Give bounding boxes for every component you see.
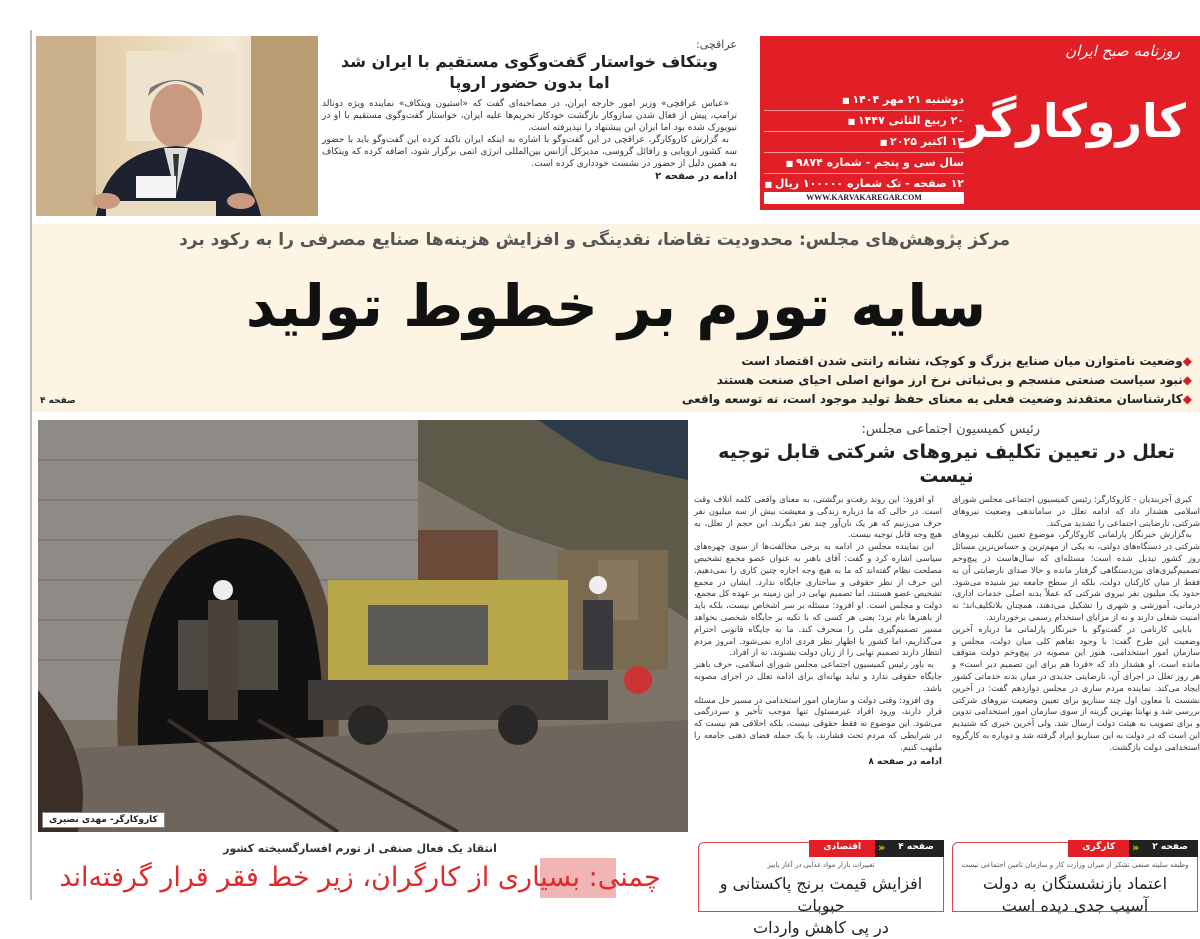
card-title: اعتماد بازنشستگان به دولت آسیب جدی دیده است	[982, 874, 1168, 915]
top-article-title-line2[interactable]: اما بدون حضور اروپا	[449, 73, 610, 92]
card-kicker: تغییرات بازار مواد غذایی در آغاز پاییز	[767, 861, 875, 869]
chevron-icon: «	[875, 840, 888, 857]
issue-info	[764, 90, 964, 195]
main-photo-mine-tunnel	[38, 420, 688, 832]
issue-date-gregorian: ۱۳ اکتبر ۲۰۲۵ ■	[764, 132, 964, 153]
article-column-1: کبری آجربندیان - کاروکارگر: رئیس کمیسیون اجتماعی مجلس شورای اسلامی هشدار داد که ادامه تعلل در ساماندهی وضعیت نیروهای شرکتی، نارضایتی اجتماعی را تشدید می‌کند. به‌گزارش خبرنگار پارلمانی کاروکارگر، موضوع تعیین تکلیف نیروهای شرکتی در دستگاه‌های دولتی، به یکی از مهم‌ترین و حساس‌ترین مسائل روز کشور تبدیل شده است؛ مسئله‌ای که سال‌هاست در پیچ‌وخم تصمیم‌گیری‌های بین‌دستگاهی گرفتار مانده و حالا صدای نارضایتی آن نه فقط از میان کارکنان دولت، بلکه از سطح جامعه نیز شنیده می‌شود. حدود یک میلیون نفر نیروی شرکتی که عملاً بدنه اصلی خدمات اداری، درمانی، آموزشی و شهری را تشکیل می‌دهند، همچنان بلاتکلیف‌اند؛ نه امنیت شغلی دارند و نه از مزایای استخدام رسمی برخوردارند. بابایی کارنامی در گفت‌وگو با خبرنگار پارلمانی ما درباره آخرین وضعیت این طرح گفت: با وجود تفاهم کلی میان دولت، مجلس و سازمان امور استخدامی، هنوز این مصوبه در پیچ‌وخم دولت متوقف مانده است. او هشدار داد که «فردا هم برای این تصمیم دیر است» و هر روز تعلل در اجرای آن، نارضایتی جدیدی در میان بدنه خدماتی کشور ایجاد می‌کند. نماینده مردم ساری در مجلس دوازدهم گفت: در آخرین نشست با معاون اول چند سناریو برای تعیین وضعیت نیروهای شرکتی بررسی شد و نهایتا بهترین گزینه از سوی سازمان امور استخدامی تدوین و برای تصویب به هیئت دولت ارسال شد. ولی آخرین خبری که شنیدیم این است که در دولت به این سناریو ایراد گرفته شد و دوباره به کارگروه استخدامی دولت بازگشت.	[952, 494, 1200, 752]
teaser-card-economy[interactable]	[698, 841, 944, 937]
diamond-bullet-icon: ◆	[1182, 354, 1192, 368]
section-label: اقتصادی	[809, 840, 875, 857]
top-article-kicker: عراقچی:	[696, 38, 737, 51]
article-column-2: او افزود: این روند رفت‌و برگشتی، به معنای واقعی کلمه اتلاف وقت است. در حالی که ما درباره زندگی و معیشت بیش از سه میلیون نفر حرف می‌زنیم که هر یک نان‌آور چند نفر دیگرند. این حجم از تعلل، به هیچ وجه قابل توجیه نیست. این نماینده مجلس در ادامه به برخی مخالفت‌ها از سوی چهره‌های سیاسی اشاره کرد و گفت: آقای باهنر به عنوان عضو مجمع تشخیص مصلحت نظام گفته‌اند که ما به هیچ وجه اجازه چنین کاری را نمی‌دهیم. این حرف از نظر حقوقی و ساختاری جایگاه ندارد. ایشان در مجمع تشخیص عضو هستند، اما تصمیم نهایی در این زمینه بر عهده کل مجمع، دولت و مجلس است. او افزود: مسئله بر سر اشخاص نیست، بلکه باید از باهنرها نام برد؛ یعنی هر کسی که با تکیه بر جایگاه شخصی بخواهد مسیر تصمیم‌گیری ملی را منحرف کند. ما به جایگاه قانونی احترام می‌گذاریم، اما کشور با اظهار نظر فردی اداره نمی‌شود. امروز مردم انتظار دارند تصمیم نهایی را از زبان دولت بشنوند، نه از افراد. به باور رئیس کمیسیون اجتماعی مجلس شورای اسلامی، حرف باهنر جایگاه حقوقی ندارد و نباید بهانه‌ای برای ادامه تعلل در اجرای مصوبه باشد. وی افزود: وقتی دولت و سازمان امور استخدامی در مسیر حل مسئله قرار دارند، ورود افراد غیرمسئول تنها موجب تأخیر و سردرگمی می‌شود. این موضوع نه فقط حقوقی نیست، بلکه اخلاقی هم نیست که در شرایطی که مردم تحت فشارند، با یک جمله فضای ذهنی جامعه را ملتهب کنیم. ادامه در صفحه ۸	[694, 494, 942, 767]
photo-caption: کاروکارگر- مهدی نصیری	[42, 812, 165, 828]
right-article-kicker: رئیس کمیسیون اجتماعی مجلس:	[861, 422, 1040, 437]
bullet-item: ◆کارشناسان معتقدند وضعیت فعلی به معنای حفظ تولید موجود است، نه توسعه واقعی	[681, 392, 1192, 406]
top-article-para2: به گزارش کاروکارگر، عراقچی در این گفت‌وگو با اشاره به اینکه ایران تاکید کرده این گفت‌وگو باید با حضور سه کشور اروپایی و رافائل گروسی، مدیرکل آژانس بین‌المللی انرژی اتمی برگزار شود، اضافه کرده که ویتکاف به همین دلیل از حضور در نشست خودداری کرده است.	[322, 135, 737, 169]
page-label: صفحه ۴	[888, 840, 944, 857]
chevron-icon: «	[1129, 840, 1142, 857]
top-article-photo	[36, 36, 318, 216]
section-label: کارگری	[1068, 840, 1129, 857]
issue-number: سال سی و پنجم - شماره ۹۸۷۴ ■	[764, 153, 964, 174]
top-article-para1: «عباس عراقچی» وزیر امور خارجه ایران، در مصاحبه‌ای گفت که «استیون ویتکاف» نماینده ویژه دونالد ترامپ، پیش از فعال شدن سازوکار بازگشت خودکار تحریم‌ها علیه ایران، خواستار گفت‌وگوی مستقیم با او در نیویورک شده بود اما ایران این پیشنهاد را نپذیرفته است.	[322, 99, 737, 133]
lead-story-banner	[32, 224, 1200, 412]
top-article	[322, 38, 737, 183]
masthead	[760, 36, 1200, 210]
right-article-title[interactable]: تعلل در تعیین تکلیف نیروهای شرکتی قابل توجیه نیست	[718, 441, 1175, 487]
page-frame	[30, 30, 32, 900]
website-url[interactable]: WWW.KARVAKAREGAR.COM	[764, 192, 964, 204]
lead-story-title[interactable]: سایه تورم بر خطوط تولید	[245, 272, 987, 340]
newspaper-logo: کاروکارگر	[961, 94, 1186, 148]
lead-story-bullets	[682, 352, 1192, 409]
lead-story-page-ref[interactable]: صفحه ۴	[40, 396, 76, 406]
diamond-bullet-icon: ◆	[1182, 392, 1192, 406]
lead-story-subtitle: مرکز پژوهش‌های مجلس: محدودیت تقاضا، نقدینگی و افزایش هزینه‌ها صنایع مصرفی را به رکود برد	[179, 230, 1010, 250]
diamond-bullet-icon: ◆	[1182, 373, 1192, 387]
teaser-card-labor[interactable]	[952, 841, 1198, 915]
right-article-continued-link[interactable]: ادامه در صفحه ۸	[868, 756, 942, 767]
card-kicker: وظیفه سلیته صنفی تشکر از میران وزارت کار و سازمان تامین اجتماعی نیست	[961, 861, 1189, 869]
top-article-title-line1[interactable]: ویتکاف خواستار گفت‌وگوی مستقیم با ایران شد	[341, 52, 718, 71]
bottom-story-kicker: انتقاد یک فعال صنفی از تورم افسارگسیخته کشور	[223, 842, 497, 855]
bullet-item: ◆نبود سیاست صنعتی منسجم و بی‌ثباتی نرخ ارز موانع اصلی احیای صنعت هستند	[716, 373, 1192, 387]
bullet-item: ◆وضعیت نامتوازن میان صنایع بزرگ و کوچک، نشانه رانتی شدن اقتصاد است	[741, 354, 1192, 368]
issue-date-persian: دوشنبه ۲۱ مهر ۱۴۰۴ ■	[764, 90, 964, 111]
issue-date-hijri: ۲۰ ربیع الثانی ۱۴۴۷ ■	[764, 111, 964, 132]
issue-price: ۱۲ صفحه - تک شماره ۱۰۰۰۰۰ ریال ■	[764, 174, 964, 195]
masthead-tagline: روزنامه صبح ایران	[1065, 42, 1180, 60]
page-label: صفحه ۲	[1142, 840, 1198, 857]
right-article	[693, 422, 1200, 768]
card-title: افزایش قیمت برنج پاکستانی و حبوبات در پی کاهش واردات	[719, 874, 923, 937]
top-article-continued-link[interactable]: ادامه در صفحه ۲	[655, 171, 737, 182]
bottom-story-title[interactable]: چمنی: بسیاری از کارگران، زیر خط فقر قرار گرفته‌اند	[59, 862, 661, 893]
